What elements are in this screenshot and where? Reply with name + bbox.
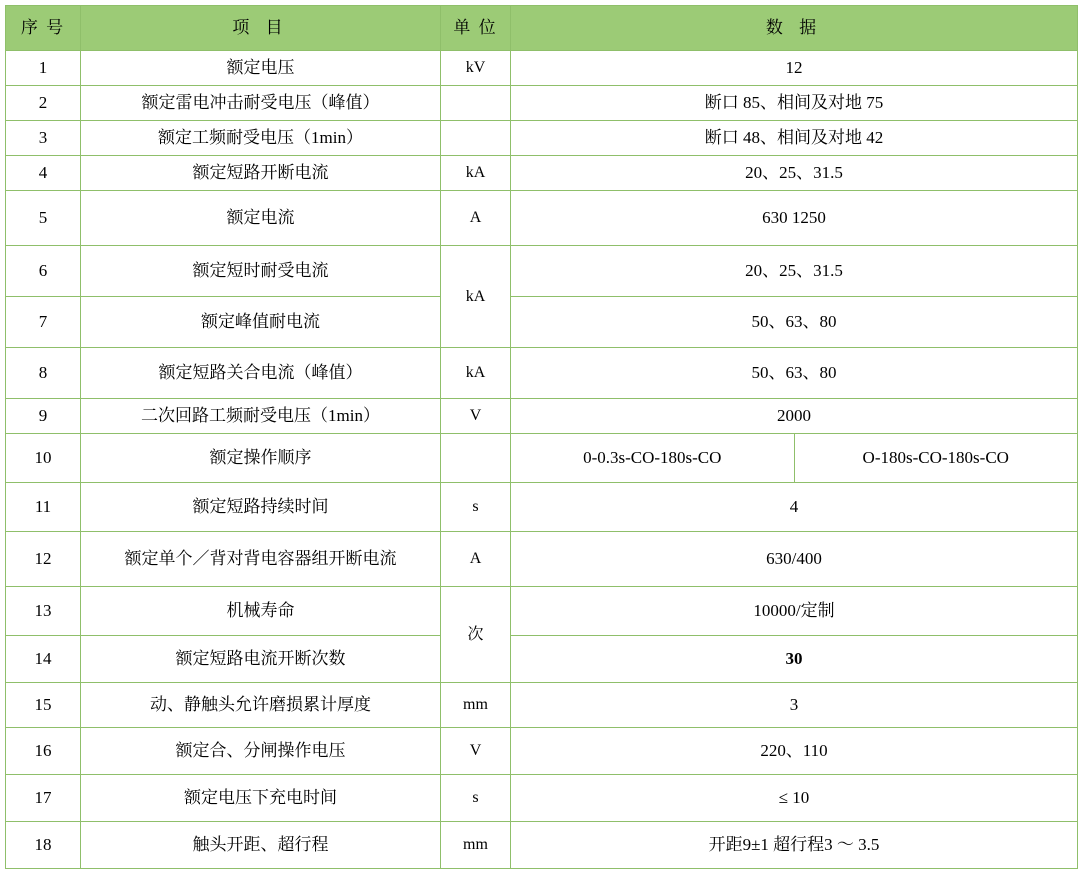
row-unit: kV (441, 51, 511, 86)
table-header (6, 6, 1078, 51)
row-item: 额定电压 (81, 51, 441, 86)
row-number: 17 (6, 775, 81, 822)
table-row (6, 51, 1078, 86)
row-data-left: 0-0.3s-CO-180s-CO (583, 448, 722, 468)
row-unit: 次 (441, 587, 511, 683)
table-row (6, 156, 1078, 191)
row-item: 动、静触头允许磨损累计厚度 (81, 683, 441, 728)
row-data: 3 (511, 683, 1078, 728)
row-unit: A (441, 191, 511, 246)
row-data: 220、110 (511, 728, 1078, 775)
row-item: 机械寿命 (81, 587, 441, 636)
row-item: 额定短时耐受电流 (81, 246, 441, 297)
table-row (6, 348, 1078, 399)
table-row (6, 399, 1078, 434)
row-data: 12 (511, 51, 1078, 86)
row-item: 额定工频耐受电压（1min） (81, 121, 441, 156)
row-data: 20、25、31.5 (511, 246, 1078, 297)
row-number: 16 (6, 728, 81, 775)
table-row (6, 483, 1078, 532)
row-data: 断口 85、相间及对地 75 (511, 86, 1078, 121)
row-number: 5 (6, 191, 81, 246)
row-data (511, 434, 1078, 483)
row-data: 20、25、31.5 (511, 156, 1078, 191)
row-unit (441, 86, 511, 121)
row-item: 额定短路持续时间 (81, 483, 441, 532)
row-unit: s (441, 483, 511, 532)
row-unit: kA (441, 246, 511, 348)
table-row (6, 297, 1078, 348)
row-item: 额定单个／背对背电容器组开断电流 (81, 532, 441, 587)
row-number: 18 (6, 822, 81, 869)
row-item: 额定电流 (81, 191, 441, 246)
table-row (6, 121, 1078, 156)
row-number: 12 (6, 532, 81, 587)
row-number: 10 (6, 434, 81, 483)
row-unit: kA (441, 348, 511, 399)
table-row (6, 532, 1078, 587)
row-number: 13 (6, 587, 81, 636)
table-row (6, 683, 1078, 728)
row-unit: V (441, 399, 511, 434)
column-header-data: 数 据 (511, 6, 1078, 51)
row-unit: s (441, 775, 511, 822)
column-header-no: 序 号 (6, 6, 81, 51)
table-row (6, 636, 1078, 683)
table-row (6, 191, 1078, 246)
row-item: 额定短路开断电流 (81, 156, 441, 191)
row-data: 50、63、80 (511, 297, 1078, 348)
row-item: 额定操作顺序 (81, 434, 441, 483)
row-number: 6 (6, 246, 81, 297)
row-item: 额定电压下充电时间 (81, 775, 441, 822)
row-item: 额定雷电冲击耐受电压（峰值） (81, 86, 441, 121)
table-row (6, 246, 1078, 297)
table-row (6, 434, 1078, 483)
row-data: 4 (511, 483, 1078, 532)
row-number: 2 (6, 86, 81, 121)
row-data: 2000 (511, 399, 1078, 434)
specification-table (5, 5, 1078, 869)
column-header-unit: 单 位 (441, 6, 511, 51)
row-unit (441, 434, 511, 483)
row-number: 1 (6, 51, 81, 86)
table-row (6, 587, 1078, 636)
row-number: 8 (6, 348, 81, 399)
column-header-item: 项 目 (81, 6, 441, 51)
row-item: 额定合、分闸操作电压 (81, 728, 441, 775)
row-number: 11 (6, 483, 81, 532)
table-row (6, 775, 1078, 822)
row-unit: mm (441, 822, 511, 869)
row-data: 开距9±1 超行程3 ～ 3.5 (511, 822, 1078, 869)
row-number: 7 (6, 297, 81, 348)
row-item: 额定峰值耐电流 (81, 297, 441, 348)
row-data: 断口 48、相间及对地 42 (511, 121, 1078, 156)
row-data: 630 1250 (511, 191, 1078, 246)
table-header-row (6, 6, 1078, 51)
row-number: 4 (6, 156, 81, 191)
row-number: 15 (6, 683, 81, 728)
row-item: 额定短路电流开断次数 (81, 636, 441, 683)
row-unit (441, 121, 511, 156)
row-item: 触头开距、超行程 (81, 822, 441, 869)
row-data: 30 (511, 636, 1078, 683)
row-unit: V (441, 728, 511, 775)
row-item: 额定短路关合电流（峰值） (81, 348, 441, 399)
row-unit: A (441, 532, 511, 587)
table-body (6, 51, 1078, 869)
table-row (6, 86, 1078, 121)
row-unit: kA (441, 156, 511, 191)
row-number: 3 (6, 121, 81, 156)
table-row (6, 728, 1078, 775)
row-item: 二次回路工频耐受电压（1min） (81, 399, 441, 434)
row-unit: mm (441, 683, 511, 728)
row-number: 9 (6, 399, 81, 434)
row-data: 10000/定制 (511, 587, 1078, 636)
row-number: 14 (6, 636, 81, 683)
row-data: 630/400 (511, 532, 1078, 587)
row-data: 50、63、80 (511, 348, 1078, 399)
table-row (6, 822, 1078, 869)
row-data: ≤ 10 (511, 775, 1078, 822)
row-data-right: O-180s-CO-180s-CO (794, 434, 1078, 482)
